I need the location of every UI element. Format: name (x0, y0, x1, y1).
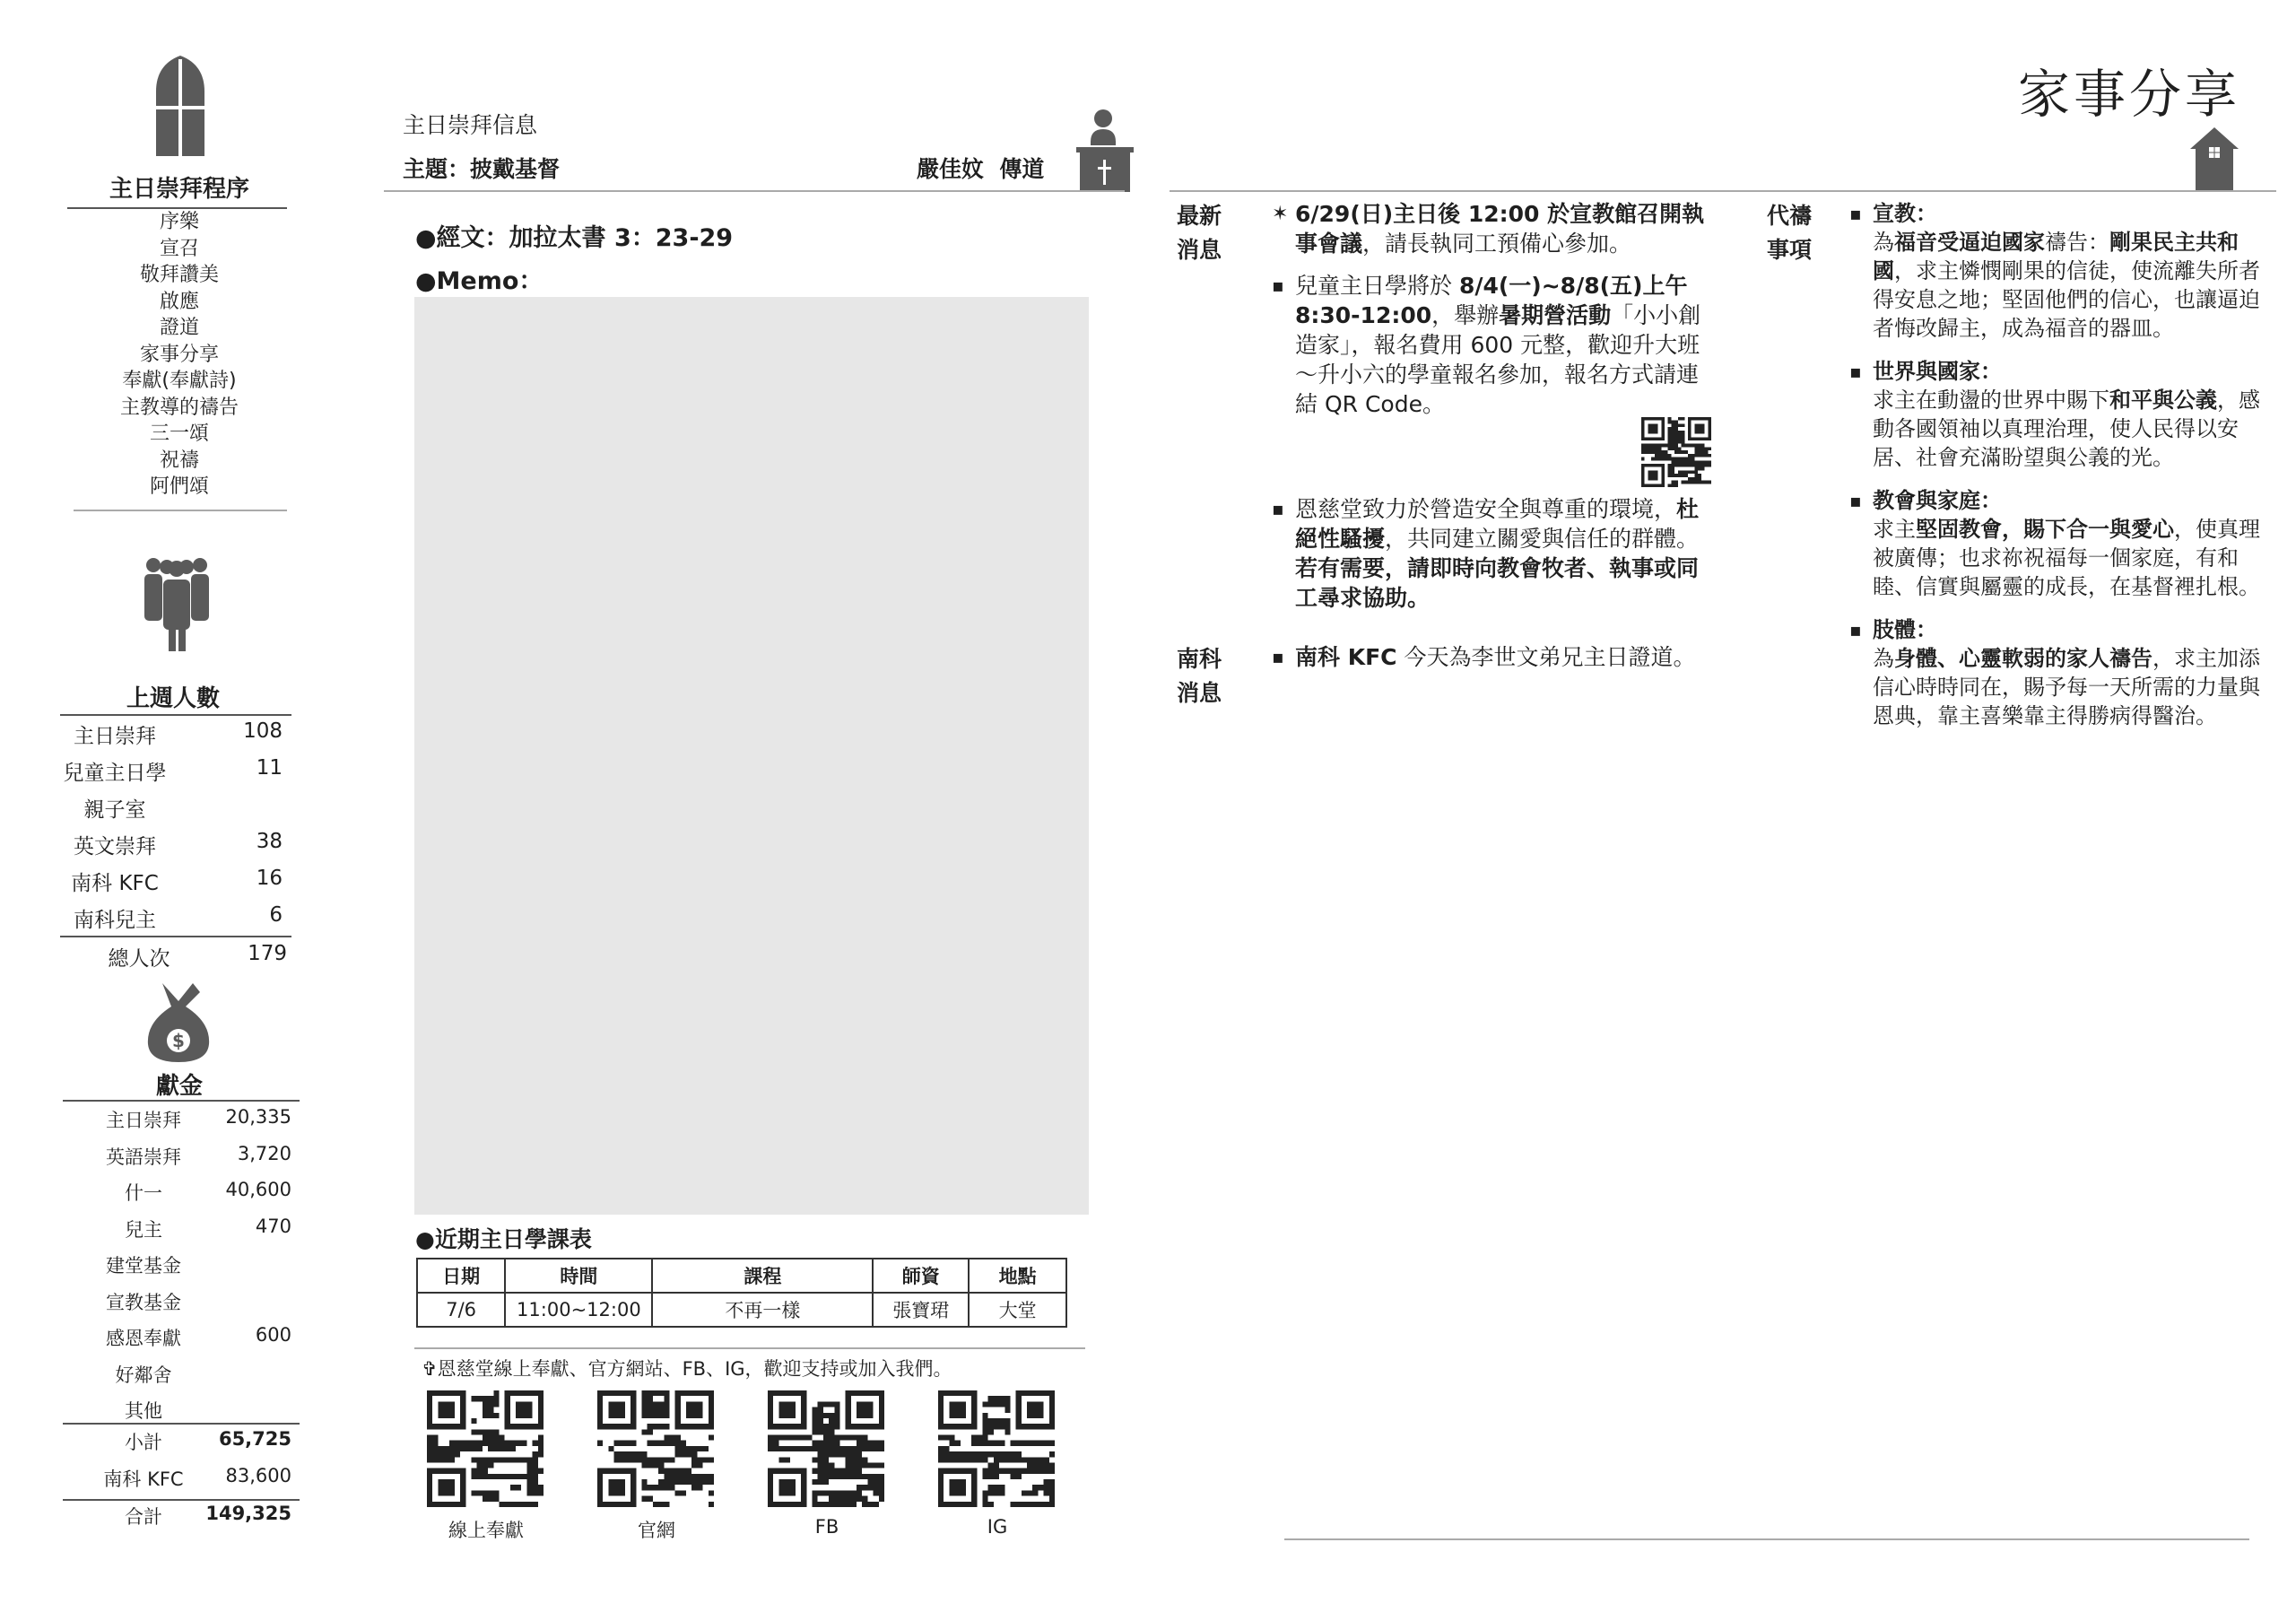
attendance-row (57, 903, 291, 940)
scripture: ●經文：加拉太書 3：23-29 (415, 224, 734, 252)
offering-kfc-label: 南科 KFC (103, 1468, 184, 1490)
qr-code[interactable] (597, 1390, 714, 1507)
prayer-item-heading: ▪ 世界與國家： (1873, 359, 2002, 384)
prayer-text: 禱告： (2045, 230, 2109, 255)
news-item2-event: 暑期營活動 (1499, 302, 1612, 328)
news-list (1272, 199, 1713, 625)
attendance-row (57, 793, 291, 830)
news-item-meeting (1272, 199, 1713, 258)
prayer-text: ，感動各國領袖以真理治理，使人民得以安居、社會充滿盼望與公義的光。 (1873, 388, 2260, 470)
south-news-title (1177, 642, 1222, 710)
camp-qr-code[interactable] (1641, 417, 1711, 487)
offering-label: 建堂基金 (106, 1255, 181, 1277)
sermon-header: 主日崇拜信息 (403, 112, 538, 138)
prayer-title (1767, 199, 1812, 267)
prayer-bold: 剛果民主共和國 (1873, 230, 2239, 283)
news-item3-c: ，共同建立關愛與信任的群體。 (1385, 526, 1700, 552)
offering-row (85, 1288, 300, 1325)
order-item: 敬拜讚美 (139, 264, 219, 286)
offering-label: 感恩奉獻 (106, 1328, 181, 1349)
offering-label: 宣教基金 (106, 1291, 181, 1313)
offering-row (85, 1251, 300, 1288)
news-item2-date: 8/4(一)~8/8(五)上午 8:30-12:00 (1295, 273, 1688, 328)
prayer-item-heading: ▪ 教會與家庭： (1873, 488, 2002, 513)
prayer-item (1849, 357, 2271, 472)
order-item: 祝禱 (159, 449, 199, 472)
qr-code[interactable] (768, 1390, 884, 1507)
qr-code[interactable] (938, 1390, 1055, 1507)
order-item: 家事分享 (139, 343, 219, 366)
prayer-text: 求主在動盪的世界中賜下 (1873, 388, 2109, 413)
prayer-item (1849, 615, 2271, 730)
order-list (63, 209, 296, 501)
order-item: 奉獻(奉獻詩) (122, 370, 237, 392)
schedule-header-row (417, 1259, 1066, 1293)
order-item: 阿們頌 (149, 475, 209, 498)
qr-label: 官網 (638, 1520, 675, 1541)
south-news-item (1272, 642, 1713, 672)
attendance-row (57, 830, 291, 867)
attendance-value: 16 (256, 867, 283, 890)
attendance-row (57, 719, 291, 756)
money-bag-icon (146, 981, 211, 1064)
attendance-total-label: 總人次 (108, 947, 170, 971)
offering-row (85, 1216, 300, 1252)
qr-label: IG (987, 1516, 1008, 1538)
prayer-item-heading: ▪ 宣教： (1873, 201, 1937, 226)
schedule-row (417, 1293, 1066, 1327)
prayer-text: ，求主憐憫剛果的信徒，使流離失所者得安息之地；堅固他們的信心，也讓逼迫者悔改歸主，成為福音的器皿。 (1873, 258, 2260, 341)
attendance-label: 兒童主日學 (63, 762, 167, 785)
prayer-list (1849, 199, 2271, 745)
attendance-value: 6 (269, 903, 283, 927)
south-item-rest: 今天為李世文弟兄主日證道。 (1396, 644, 1696, 670)
news-title-line1: 最新 (1177, 203, 1222, 229)
offering-kfc-value: 83,600 (225, 1465, 291, 1486)
attendance-value: 38 (256, 830, 283, 853)
schedule-title: ●近期主日學課表 (415, 1226, 592, 1252)
prayer-item-body (1873, 228, 2271, 343)
offering-subtotal-row (85, 1428, 300, 1465)
south-item-bold: 南科 KFC (1295, 644, 1397, 670)
prayer-bold: 和平與公義 (2109, 388, 2217, 413)
online-note: ✞恩慈堂線上奉獻、官方網站、FB、IG，歡迎支持或加入我們。 (422, 1358, 952, 1380)
prayer-text: 為 (1873, 646, 1894, 671)
prayer-item-body (1873, 644, 2271, 730)
prayer-bold: 福音受逼迫國家 (1894, 230, 2045, 255)
offering-value: 20,335 (225, 1106, 291, 1128)
memo-area[interactable] (414, 297, 1089, 1215)
offering-total-label: 合計 (125, 1506, 162, 1528)
news-item2-c: ，舉辦 (1431, 302, 1500, 328)
order-item: 證道 (159, 317, 199, 339)
attendance-value: 108 (243, 719, 283, 743)
news-title (1177, 199, 1222, 267)
offering-total-row (85, 1503, 300, 1539)
schedule-header-cell: 日期 (417, 1259, 505, 1293)
schedule-header-cell: 時間 (505, 1259, 652, 1293)
prayer-text: 為 (1873, 230, 1894, 255)
news-title-line2: 消息 (1177, 237, 1222, 263)
memo-label: ●Memo： (415, 267, 544, 295)
order-title: 主日崇拜程序 (109, 176, 249, 203)
offering-subtotal-value: 65,725 (218, 1428, 291, 1450)
order-item: 啟應 (159, 290, 199, 313)
news-item3-a: 恩慈堂致力於營造安全與尊重的環境， (1295, 496, 1677, 522)
offering-value: 600 (255, 1324, 291, 1346)
prayer-bold: 堅固教會，賜下合一與愛心 (1916, 517, 2174, 542)
offering-value: 470 (255, 1215, 291, 1237)
south-title-line2: 消息 (1177, 680, 1222, 706)
attendance-label: 南科兒主 (74, 909, 156, 932)
schedule-cell: 大堂 (969, 1293, 1066, 1327)
attendance-label: 親子室 (83, 798, 146, 822)
pulpit-icon (1076, 108, 1134, 192)
attendance-title: 上週人數 (126, 685, 220, 712)
order-item: 三一頌 (149, 423, 209, 445)
offering-kfc-row (85, 1465, 300, 1502)
schedule-header-cell: 地點 (969, 1259, 1066, 1293)
offering-value: 3,720 (237, 1142, 291, 1164)
prayer-item (1849, 486, 2271, 601)
prayer-text: ，使真理被廣傳；也求祢祝福每一個家庭，有和睦、信實與屬靈的成長，在基督裡扎根。 (1873, 517, 2260, 599)
prayer-bold: 身體、心靈軟弱的家人禱告 (1894, 646, 2152, 671)
offering-label: 什一 (125, 1182, 162, 1204)
church-window-icon (156, 56, 204, 156)
page-title: 家事分享 (2018, 64, 2241, 125)
schedule-cell: 張寶珺 (873, 1293, 969, 1327)
offering-label: 主日崇拜 (106, 1110, 181, 1131)
prayer-item-heading: ▪ 肢體： (1873, 617, 1937, 642)
svg-text:$: $ (172, 1030, 185, 1051)
news-item1-rest: ，請長執同工預備心參加。 (1362, 231, 1632, 257)
offering-title: 獻金 (155, 1073, 203, 1100)
attendance-row (57, 756, 291, 793)
offering-row (85, 1361, 300, 1398)
schedule-cell: 不再一樣 (652, 1293, 873, 1327)
people-icon (142, 554, 212, 651)
attendance-label: 主日崇拜 (74, 725, 156, 748)
prayer-item-body (1873, 515, 2271, 601)
offering-row (85, 1179, 300, 1216)
news-item-safety (1272, 494, 1713, 613)
qr-label: 線上奉獻 (448, 1520, 524, 1541)
offering-row (85, 1106, 300, 1143)
order-item: 序樂 (159, 211, 199, 233)
schedule-table (416, 1258, 1067, 1328)
south-title-line1: 南科 (1177, 646, 1222, 672)
offering-label: 其他 (125, 1400, 162, 1422)
offering-label: 好鄰舍 (115, 1364, 172, 1386)
prayer-item-body (1873, 386, 2271, 472)
prayer-title-line2: 事項 (1767, 237, 1813, 263)
news-item-camp (1272, 271, 1713, 482)
offering-value: 40,600 (225, 1179, 291, 1200)
prayer-text: ，求主加添信心時時同在，賜予每一天所需的力量與恩典，靠主喜樂靠主得勝病得醫治。 (1873, 646, 2260, 728)
news-item1-bold: 6/29(日)主日後 12:00 於宣教館召開執事會議 (1295, 201, 1705, 257)
sermon-theme: 主題：披戴基督 (403, 156, 561, 182)
qr-label: FB (814, 1516, 839, 1538)
news-item2-e: 「小小創造家」，報名費用 600 元整，歡迎升大班～升小六的學童報名參加，報名方式請連結 QR Code。 (1295, 302, 1701, 417)
schedule-cell: 7/6 (417, 1293, 505, 1327)
prayer-title-line1: 代禱 (1767, 203, 1813, 229)
preacher: 嚴佳妏 傳道 (917, 156, 1045, 182)
attendance-row (57, 867, 291, 903)
order-item: 主教導的禱告 (119, 396, 239, 419)
attendance-value: 11 (256, 756, 283, 780)
news-item2-a: 兒童主日學將於 (1295, 273, 1459, 299)
prayer-text: 求主 (1873, 517, 1916, 542)
schedule-header-cell: 師資 (873, 1259, 969, 1293)
house-icon (2190, 127, 2239, 190)
attendance-label: 英文崇拜 (74, 835, 156, 858)
prayer-item (1849, 199, 2271, 343)
attendance-total-value: 179 (248, 942, 287, 965)
order-item: 宣召 (159, 237, 199, 260)
news-item3-b: 杜絕性騷擾 (1295, 496, 1700, 552)
offering-total-value: 149,325 (205, 1503, 291, 1524)
offering-label: 英語崇拜 (106, 1146, 181, 1168)
south-news-list (1272, 642, 1713, 684)
news-item3-d: 若有需要，請即時向教會牧者、執事或同工尋求協助。 (1295, 555, 1700, 611)
schedule-header-cell: 課程 (652, 1259, 873, 1293)
offering-label: 兒主 (125, 1218, 162, 1241)
schedule-cell: 11:00~12:00 (505, 1293, 652, 1327)
offering-row (85, 1143, 300, 1180)
attendance-label: 南科 KFC (71, 872, 159, 895)
attendance-total-row (81, 942, 296, 979)
offering-row (85, 1324, 300, 1361)
qr-code[interactable] (427, 1390, 544, 1507)
offering-subtotal-label: 小計 (125, 1432, 162, 1453)
